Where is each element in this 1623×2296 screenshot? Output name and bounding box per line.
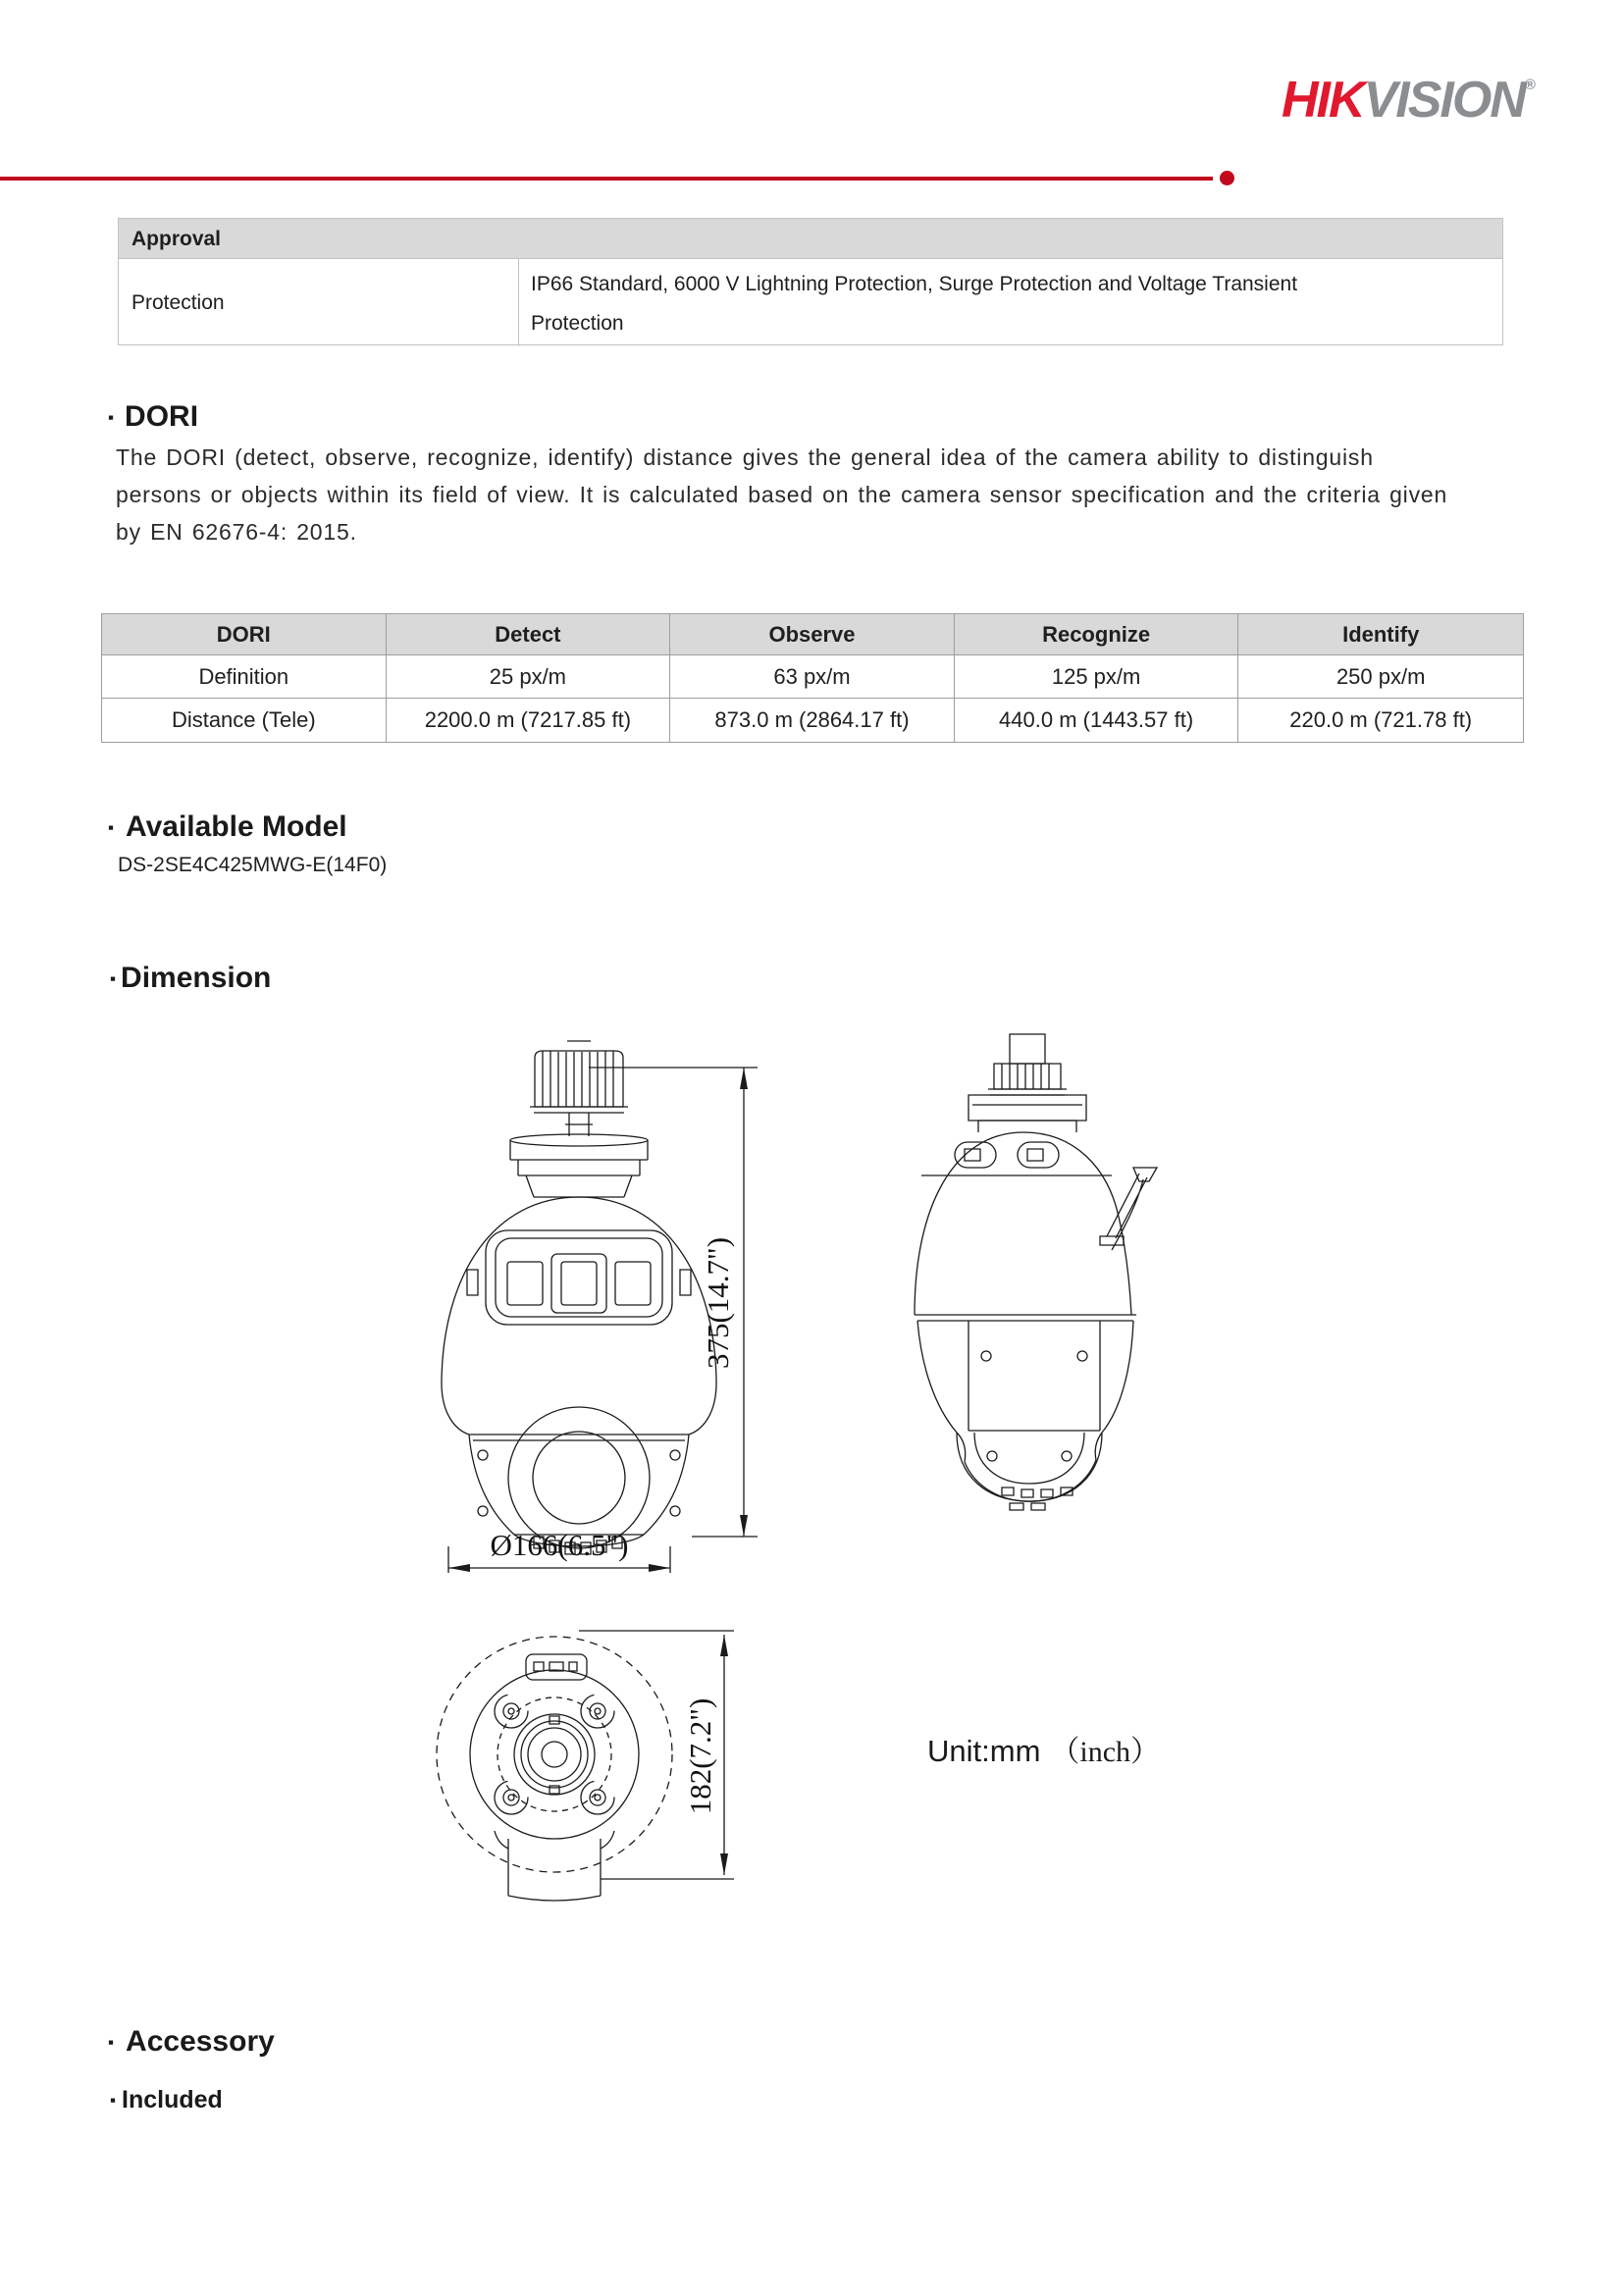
dori-column-header: DORI: [102, 614, 387, 655]
depth-dimension-label: 182(7.2"): [683, 1697, 717, 1815]
logo-vision-text: VISION: [1363, 72, 1525, 129]
table-cell: Definition: [102, 655, 387, 699]
table-cell: 63 px/m: [670, 655, 955, 699]
dori-table-header-row: [102, 614, 1523, 655]
dori-description-line: The DORI (detect, observe, recognize, identify) distance gives the general idea of the camera ability to distinguish: [116, 444, 1374, 470]
approval-table-header: Approval: [119, 219, 1502, 259]
dori-definition-row: [102, 655, 1523, 699]
diameter-dimension-label: Ø166(6.5"): [490, 1528, 629, 1562]
header-rule-dot-icon: [1220, 171, 1234, 185]
dori-column-header: Identify: [1238, 614, 1523, 655]
dimension-heading: [110, 962, 271, 995]
approval-row-value: IP66 Standard, 6000 V Lightning Protection, Surge Protection and Voltage Transient Protection: [531, 273, 1298, 335]
bullet-square-icon: ▪: [108, 2032, 115, 2052]
height-dimension-label: 375(14.7"): [701, 1236, 735, 1370]
available-model-heading: [108, 810, 347, 844]
available-model-heading-label: Available Model: [126, 810, 347, 843]
dori-description-line: persons or objects within its field of view. It is calculated based on the camera sensor specification and the criteria given: [116, 482, 1448, 507]
table-cell: 873.0 m (2864.17 ft): [670, 699, 955, 742]
approval-table: [118, 218, 1503, 345]
bottom-view-drawing: [432, 1619, 785, 1913]
table-cell: 125 px/m: [955, 655, 1239, 699]
table-cell: 2200.0 m (7217.85 ft): [387, 699, 671, 742]
accessory-heading-label: Accessory: [126, 2025, 275, 2058]
approval-row-label: Protection: [119, 259, 519, 346]
bullet-square-icon: ▪: [110, 2091, 117, 2110]
side-view-drawing: [908, 1030, 1281, 1531]
logo-hik-text: HIK: [1282, 72, 1364, 129]
accessory-heading: [108, 2025, 275, 2059]
dori-column-header: Recognize: [955, 614, 1239, 655]
dori-description-line: by EN 62676-4: 2015.: [116, 519, 357, 545]
dori-distance-row: [102, 699, 1523, 742]
bullet-square-icon: ▪: [110, 968, 117, 988]
table-cell: 440.0 m (1443.57 ft): [955, 699, 1239, 742]
unit-label: Unit:mm: [927, 1734, 1041, 1768]
dori-heading: [108, 400, 198, 434]
table-cell: 25 px/m: [387, 655, 671, 699]
dori-column-header: Detect: [387, 614, 671, 655]
dori-heading-label: DORI: [125, 400, 199, 433]
unit-inch-label: （inch）: [1050, 1736, 1161, 1768]
model-number: DS-2SE4C425MWG-E(14F0): [118, 854, 388, 876]
table-cell: 250 px/m: [1238, 655, 1523, 699]
bullet-square-icon: ▪: [108, 407, 115, 427]
dori-table: [101, 613, 1524, 743]
unit-note: [927, 1727, 1160, 1770]
front-view-drawing: [432, 1038, 785, 1573]
table-cell: 220.0 m (721.78 ft): [1289, 707, 1473, 732]
bullet-square-icon: ▪: [108, 817, 115, 837]
included-heading-label: Included: [122, 2086, 223, 2113]
registered-trademark-icon: ®: [1524, 77, 1536, 93]
dimension-heading-label: Dimension: [121, 962, 272, 994]
header-rule: [0, 177, 1213, 181]
dori-column-header: Observe: [670, 614, 955, 655]
hikvision-logo: [1282, 71, 1536, 130]
table-cell: Distance (Tele): [102, 699, 387, 742]
included-heading: [110, 2086, 223, 2114]
